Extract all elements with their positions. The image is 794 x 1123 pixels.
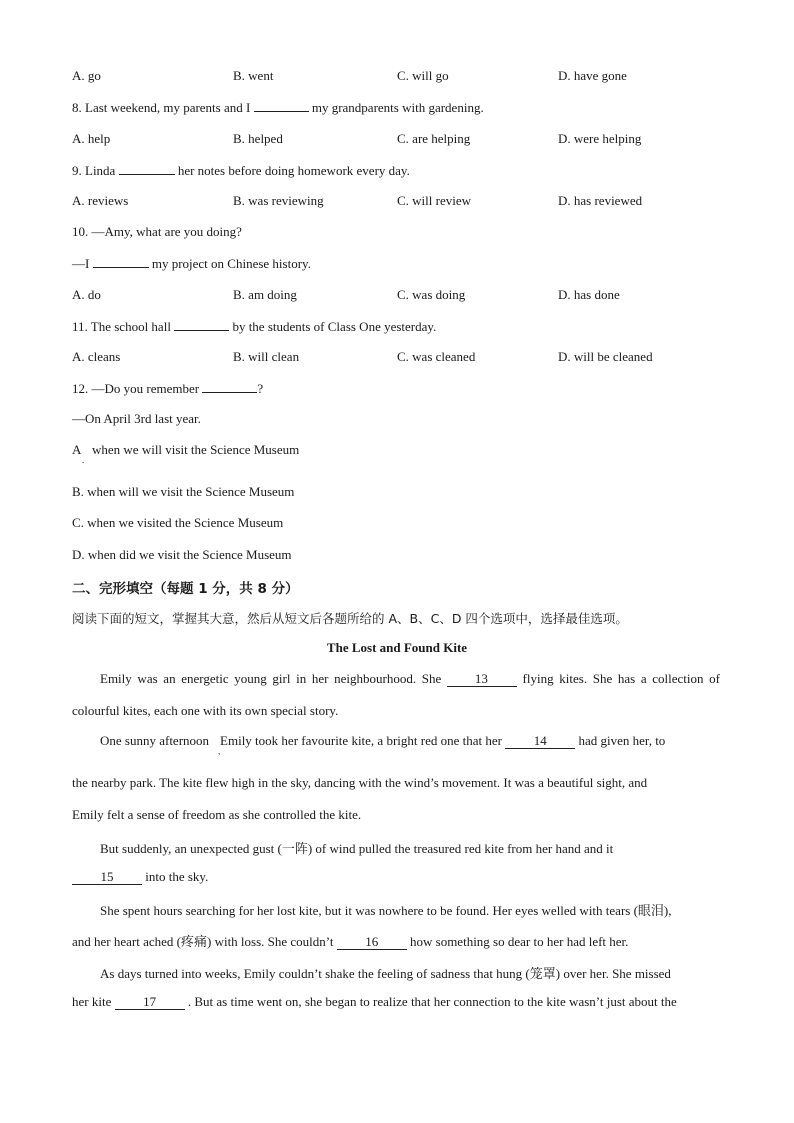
passage-line: colourful kites, each one with its own special story. [72, 703, 339, 718]
passage-line [72, 671, 720, 687]
comma-mark: , [218, 746, 221, 756]
passage-line: the nearby park. The kite flew high in the sky, dancing with the wind’s movement. It was a beautiful sight, and [72, 775, 648, 790]
passage-line [72, 994, 677, 1010]
section-instruction: 阅读下面的短文，掌握其大意，然后从短文后各题所给的 A、B、C、D 四个选项中，选择最佳选项。 [72, 611, 628, 626]
q7-option-a: A. go [72, 68, 101, 83]
q11-stem-end: by the students of Class One yesterday. [229, 319, 437, 334]
q12-option-b: B. when will we visit the Science Museum [72, 484, 295, 499]
q12-stem-end: ? [257, 381, 264, 396]
question-12 [72, 380, 263, 397]
answer-blank [174, 318, 229, 331]
q10-option-b: B. am doing [233, 287, 297, 302]
q9-option-d: D. has reviewed [558, 193, 643, 208]
blank-14: 14 [505, 734, 575, 749]
q8-option-d: D. were helping [558, 131, 642, 146]
passage-line [72, 931, 628, 950]
passage-line: But suddenly, an unexpected gust (一阵) of wind pulled the treasured red kite from her hand and it [100, 841, 614, 856]
passage-text: Emily took her favourite kite, a bright red one that her [220, 733, 506, 748]
q8-option-c: C. are helping [397, 131, 471, 146]
blank-13: 13 [447, 672, 517, 687]
q9-option-b: B. was reviewing [233, 193, 324, 208]
passage-title: The Lost and Found Kite [326, 640, 468, 655]
q7-option-b: B. went [233, 68, 274, 83]
blank-16: 16 [337, 935, 407, 950]
passage-line: She spent hours searching for her lost kite, but it was nowhere to be found. Her eyes welled with tears (眼泪), [100, 903, 672, 918]
q11-option-b: B. will clean [233, 349, 300, 364]
question-8 [72, 99, 484, 116]
blank-17: 17 [115, 995, 185, 1010]
q12-stem-start: 12. —Do you remember [72, 381, 203, 396]
blank-15: 15 [72, 870, 142, 885]
question-11 [72, 318, 436, 335]
answer-blank [202, 380, 257, 393]
q8-stem-start: 8. Last weekend, my parents and I [72, 100, 254, 115]
passage-line [100, 733, 665, 749]
q11-option-a: A. cleans [72, 349, 121, 364]
passage-text: how something so dear to her had left her. [406, 934, 629, 949]
passage-text: and her heart ached (疼痛) with loss. She couldn’t [72, 934, 337, 949]
passage-text: into the sky. [142, 869, 209, 884]
question-10-reply [72, 255, 311, 272]
q9-stem-end: her notes before doing homework every day. [174, 163, 410, 178]
passage-text: her kite [72, 994, 115, 1009]
passage-text: . But as time went on, she began to realize that her connection to the kite wasn’t just about the [184, 994, 677, 1009]
q12-option-a: when we will visit the Science Museum [92, 442, 300, 457]
q12-option-d: D. when did we visit the Science Museum [72, 547, 292, 562]
q8-option-a: A. help [72, 131, 111, 146]
q8-option-b: B. helped [233, 131, 283, 146]
answer-blank [254, 99, 309, 112]
question-9 [72, 162, 410, 179]
q12-option-a-letter: A [72, 442, 82, 457]
q7-option-d: D. have gone [558, 68, 627, 83]
passage-text: Emily was an energetic young girl in her neighbourhood. She [100, 671, 447, 686]
q12-option-c: C. when we visited the Science Museum [72, 515, 284, 530]
q8-stem-end: my grandparents with gardening. [308, 100, 484, 115]
section-heading: 二、完形填空（每题 1 分，共 8 分） [72, 581, 299, 597]
q9-option-a: A. reviews [72, 193, 129, 208]
q11-option-c: C. was cleaned [397, 349, 476, 364]
q10-stem-end: my project on Chinese history. [148, 256, 311, 271]
q10-stem-start: —I [72, 256, 93, 271]
question-12-reply: —On April 3rd last year. [72, 411, 201, 426]
answer-blank [93, 255, 149, 268]
answer-blank [119, 162, 175, 175]
passage-line: Emily felt a sense of freedom as she controlled the kite. [72, 807, 362, 822]
q7-option-c: C. will go [397, 68, 449, 83]
question-10: 10. —Amy, what are you doing? [72, 224, 242, 239]
passage-text: had given her, to [575, 733, 666, 748]
passage-text: One sunny afternoon [100, 733, 210, 748]
passage-line [72, 869, 208, 885]
passage-text: flying kites. She has a collection of [516, 671, 721, 686]
q10-option-a: A. do [72, 287, 101, 302]
q11-option-d: D. will be cleaned [558, 349, 653, 364]
q9-stem-start: 9. Linda [72, 163, 119, 178]
passage-line: As days turned into weeks, Emily couldn’t shake the feeling of sadness that hung (笼罩) over her. She missed [100, 966, 671, 981]
q11-stem-start: 11. The school hall [72, 319, 175, 334]
q9-option-c: C. will review [397, 193, 472, 208]
q10-option-d: D. has done [558, 287, 620, 302]
q10-option-c: C. was doing [397, 287, 466, 302]
dot-mark: . [82, 455, 85, 465]
